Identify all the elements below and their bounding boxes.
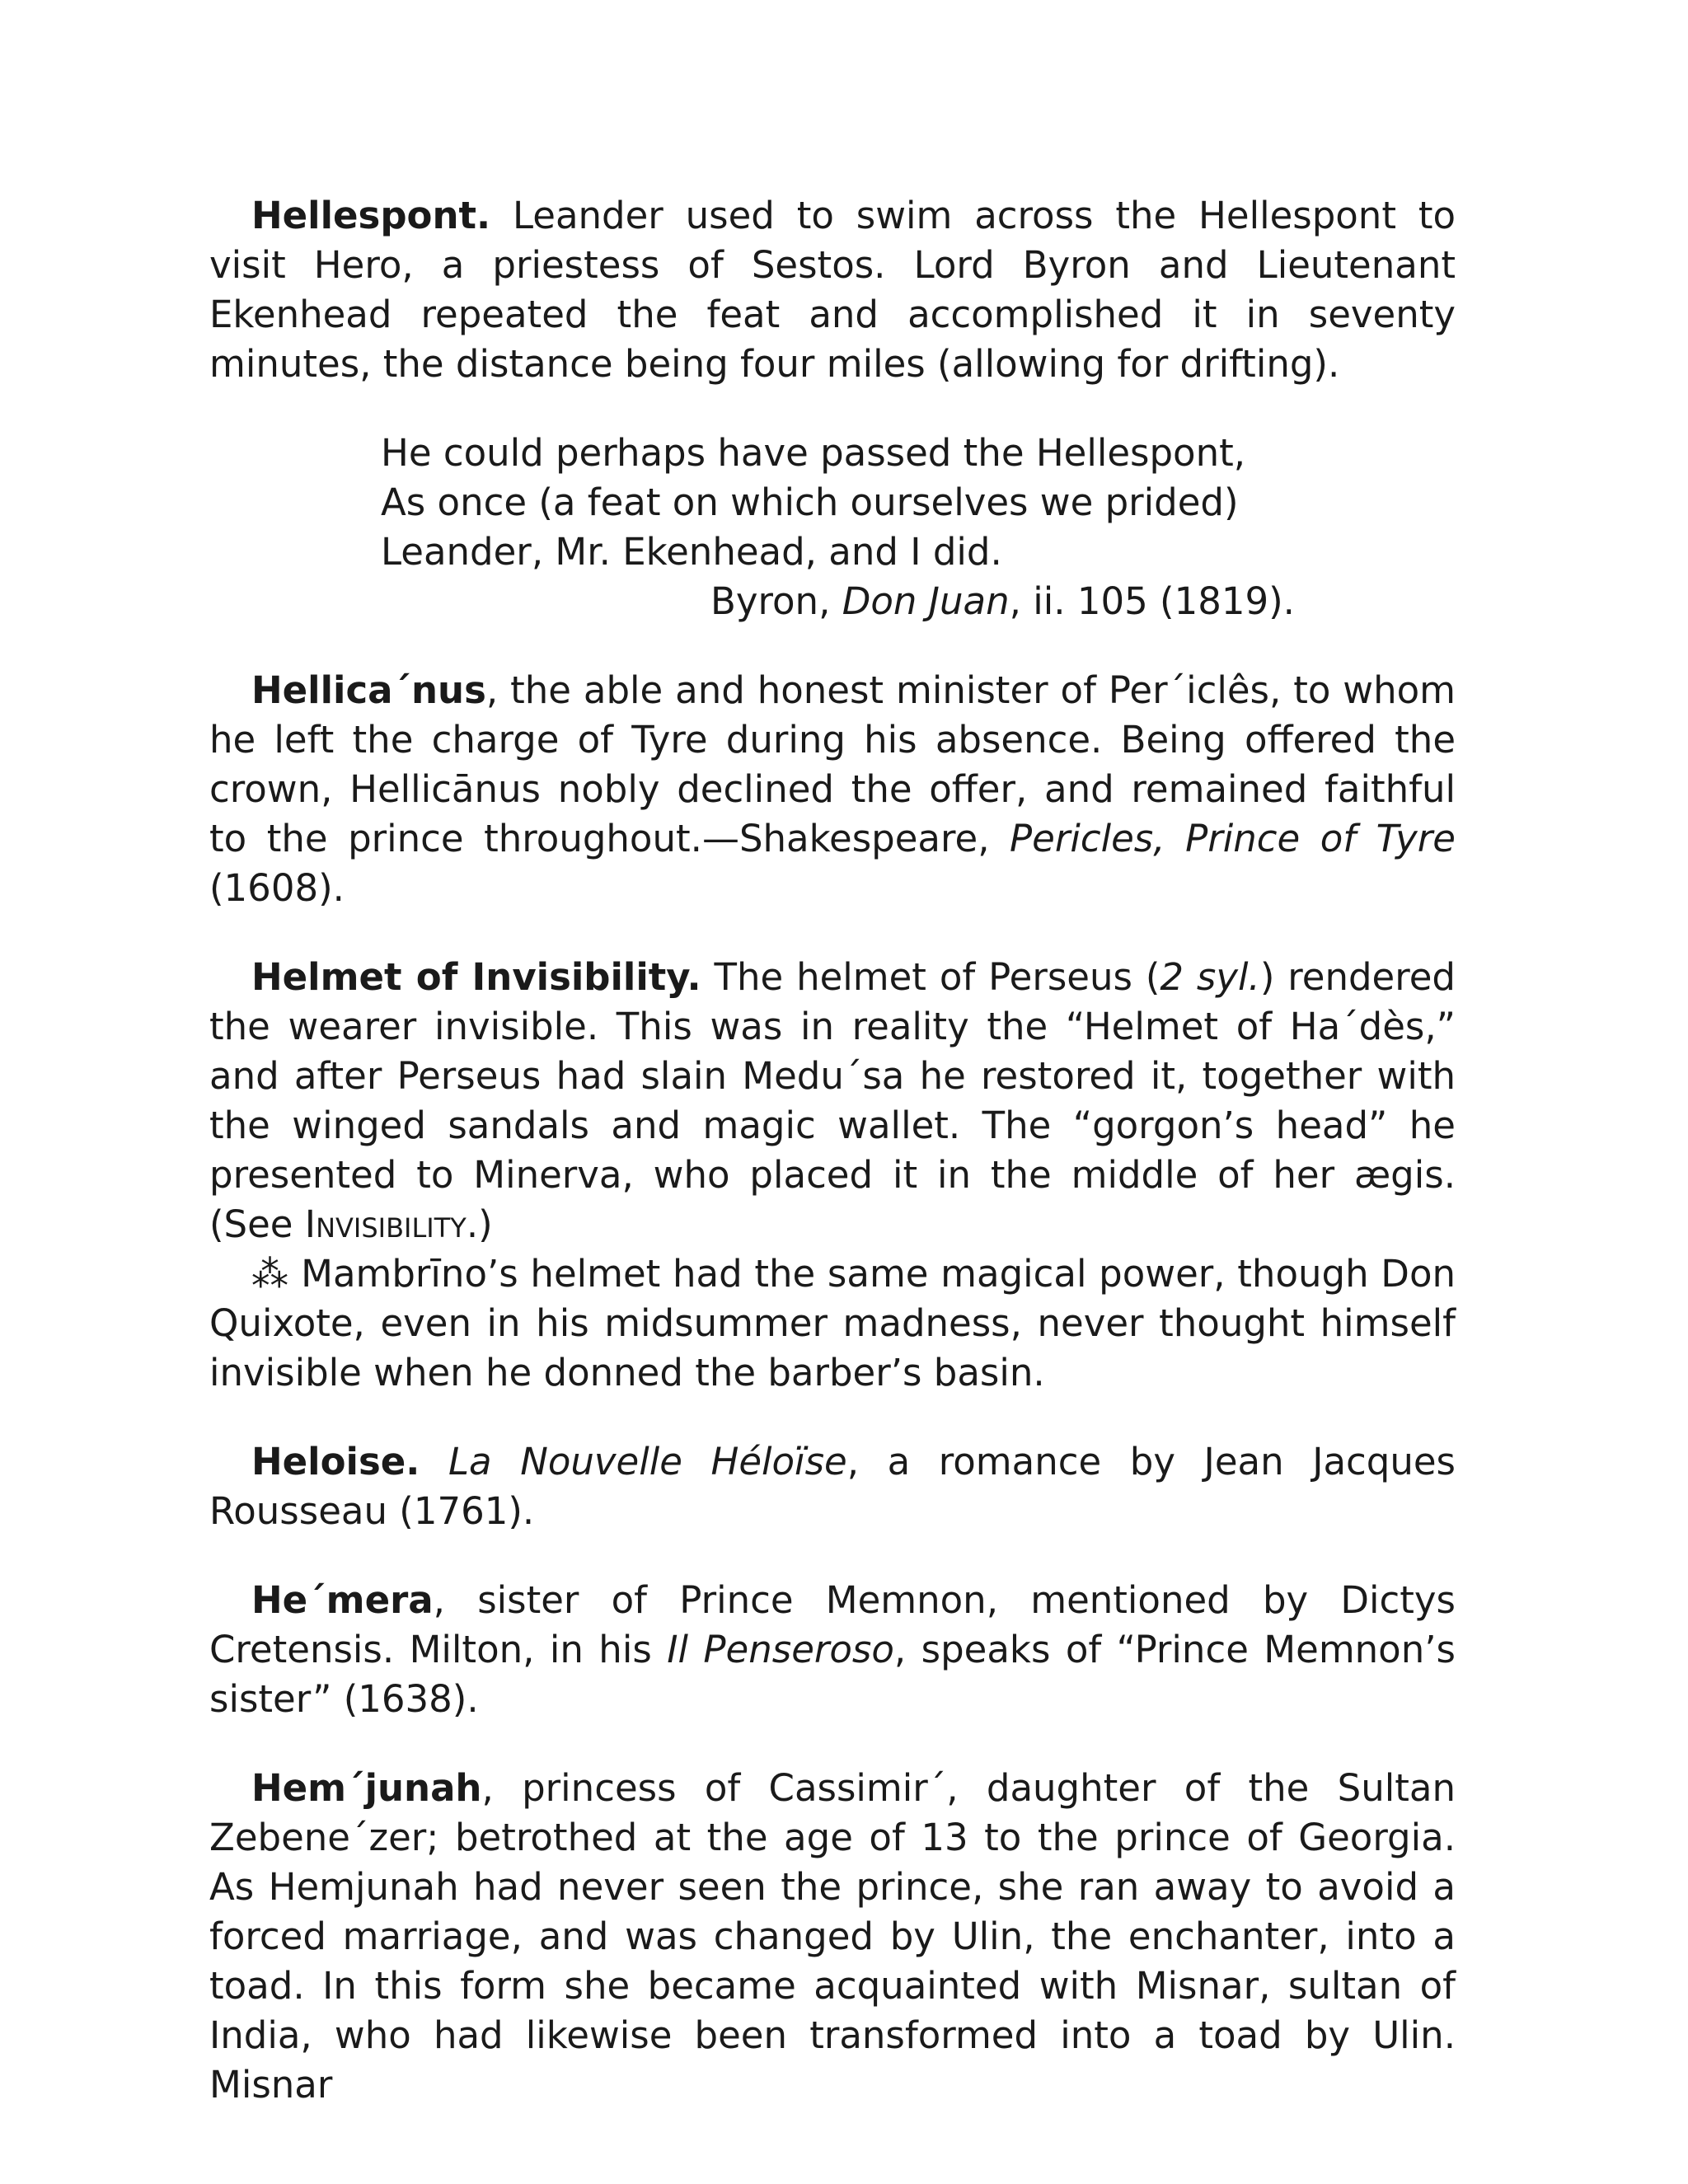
- note-text: Mambrīno’s helmet had the same magical power, though Don Quixote, even in his midsummer madness, never thought himself invisible when he donned the barber’s basin.: [209, 1252, 1456, 1394]
- headword: Heloise.: [251, 1440, 420, 1483]
- verse-line: He could perhaps have passed the Hellespont,: [381, 431, 1246, 475]
- work-title: Pericles, Prince of Tyre: [1010, 817, 1456, 860]
- entry-text: , speaks of “Prince Memnon’s sister” (1638).: [209, 1628, 1456, 1721]
- entry-text: , princess of Cassimir´, daughter of the Sultan Zebene´zer; betrothed at the age of 13 to the prince of Georgia. As Hemjunah had never seen the prince, she ran away to avoid a forced marriage, and was changed by Ulin, the enchanter, into a toad. In this form she became acquainted with Misnar, sultan of India, who had likewise been transformed into a toad by Ulin. Misnar: [209, 1766, 1456, 2107]
- syllable-note: 2 syl.: [1160, 955, 1260, 999]
- verse-line: Leander, Mr. Ekenhead, and I did.: [381, 530, 1002, 574]
- work-title: La Nouvelle Héloïse: [448, 1440, 847, 1483]
- verse-quote: [381, 429, 1456, 626]
- entry-hemera: [209, 1576, 1456, 1724]
- work-title: Il Penseroso: [667, 1628, 894, 1671]
- entry-hemjunah: [209, 1764, 1456, 2110]
- verse-line: As once (a feat on which ourselves we prided): [381, 480, 1239, 524]
- entry-text: , a romance by Jean Jacques Rousseau (1761).: [209, 1440, 1456, 1533]
- entry-text: ) rendered the wearer invisible. This was in reality the “Helmet of Ha´dès,” and after Perseus had slain Medu´sa he restored it, together with the winged sandals and magic wallet. The “gorgon’s head” he presented to Minerva, who placed it in the middle of her ægis. (See: [209, 955, 1456, 1246]
- entry-text: (1608).: [209, 866, 345, 910]
- entry-helmet-note: [209, 1249, 1456, 1398]
- dictionary-page: [209, 191, 1456, 2149]
- headword: Hellespont.: [251, 194, 491, 237]
- headword: Helmet of Invisibility.: [251, 955, 701, 999]
- entry-hellespont: [209, 191, 1456, 389]
- entry-text: , the able and honest minister of Per´iclês, to whom he left the charge of Tyre during his absence. Being offered the crown, Hellicānus nobly declined the offer, and remained faithful to the prince throughout.—Shakespeare,: [209, 668, 1456, 860]
- headword: Hem´junah: [251, 1766, 482, 1810]
- spacer: [420, 1440, 448, 1483]
- entry-text: .): [466, 1202, 493, 1246]
- citation-author: Byron,: [710, 579, 842, 623]
- headword: He´mera: [251, 1578, 434, 1622]
- verse-citation: [381, 577, 1456, 626]
- entry-text: Leander used to swim across the Hellespont to visit Hero, a priestess of Sestos. Lord Byron and Lieutenant Ekenhead repeated the feat and accomplished it in seventy minutes, the distance being four miles (allowing for drifting).: [209, 194, 1456, 386]
- entry-text: , sister of Prince Memnon, mentioned by Dictys Cretensis. Milton, in his: [209, 1578, 1456, 1671]
- entry-text: The helmet of Perseus (: [701, 955, 1160, 999]
- citation-ref: , ii. 105 (1819).: [1009, 579, 1295, 623]
- headword: Hellica´nus: [251, 668, 486, 712]
- citation-title: Don Juan: [842, 579, 1010, 623]
- cross-reference: Invisibility: [304, 1202, 467, 1246]
- entry-heloise: [209, 1437, 1456, 1536]
- entry-hellicanus: [209, 666, 1456, 913]
- asterism-icon: ⁂: [251, 1252, 289, 1296]
- entry-helmet: [209, 953, 1456, 1398]
- entry-helmet-main: [209, 953, 1456, 1249]
